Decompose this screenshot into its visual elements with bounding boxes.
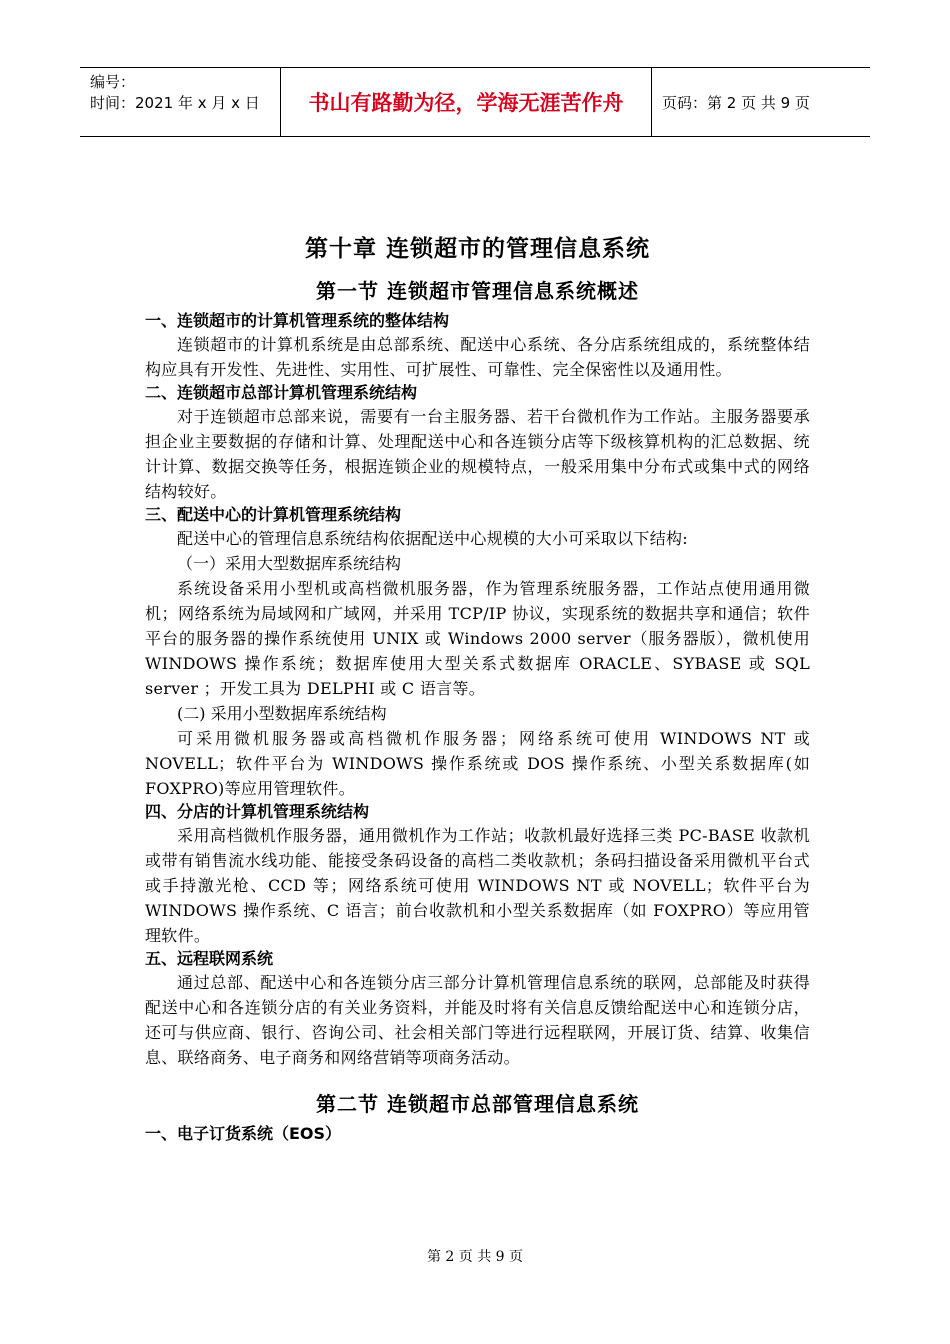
subsection-heading: 五、远程联网系统 [145,949,274,968]
section-title: 第二节 连锁超市总部管理信息系统 [316,1092,639,1116]
date-label: 时间：2021 年 x 月 x 日 [90,94,260,112]
subsection-heading: 三、配送中心的计算机管理系统结构 [145,505,402,524]
document-body [145,224,810,1145]
subsection-heading: 一、电子订货系统（EOS） [145,1124,342,1143]
header-meta [80,68,280,136]
page-footer: 第 2 页 共 9 页 [426,1249,524,1265]
sub-heading: （一）采用大型数据库系统结构 [177,554,402,573]
subsection-heading: 二、连锁超市总部计算机管理系统结构 [145,383,418,402]
paragraph: 可采用微机服务器或高档微机作服务器；网络系统可使用 WINDOWS NT 或 NOVELL；软件平台为 WINDOWS 操作系统或 DOS 操作系统、小型关系数据库(如 FOXPRO)等应用管理软件。 [145,729,810,798]
paragraph: 系统设备采用小型机或高档微机服务器，作为管理系统服务器，工作站点使用通用微机；网络系统为局域网和广域网，并采用 TCP/IP 协议，实现系统的数据共享和通信；软件平台的服务器的操作系统使用 UNIX 或 Windows 2000 server（服务器版），微机使用 WINDOWS 操作系统；数据库使用大型关系式数据库 ORACLE、SYBASE 或 SQL server ；开发工具为 DELPHI 或 C 语言等。 [145,579,810,698]
document-header [80,67,870,137]
chapter-title: 第十章 连锁超市的管理信息系统 [304,236,650,262]
sub-heading: (二) 采用小型数据库系统结构 [177,704,387,723]
paragraph: 通过总部、配送中心和各连锁分店三部分计算机管理信息系统的联网，总部能及时获得配送中心和各连锁分店的有关业务资料，并能及时将有关信息反馈给配送中心和连锁分店，还可与供应商、银行、咨询公司、社会相关部门等进行远程联网，开展订货、结算、收集信息、联络商务、电子商务和网络营销等项商务活动。 [145,973,810,1067]
paragraph: 对于连锁超市总部来说，需要有一台主服务器、若干台微机作为工作站。主服务器要承担企业主要数据的存储和计算、处理配送中心和各连锁分店等下级核算机构的汇总数据、统计计算、数据交换等任务，根据连锁企业的规模特点，一般采用集中分布式或集中式的网络结构较好。 [145,407,810,501]
paragraph: 采用高档微机作服务器，通用微机作为工作站；收款机最好选择三类 PC-BASE 收款机或带有销售流水线功能、能接受条码设备的高档二类收款机；条码扫描设备采用微机平台式或手持激光枪、CCD 等；网络系统可使用 WINDOWS NT 或 NOVELL；软件平台为 WINDOWS 操作系统、C 语言；前台收款机和小型关系数据库（如 FOXPRO）等应用管理软件。 [145,826,810,945]
subsection-heading: 一、连锁超市的计算机管理系统的整体结构 [145,311,450,330]
subsection-heading: 四、分店的计算机管理系统结构 [145,802,370,821]
section-title: 第一节 连锁超市管理信息系统概述 [316,279,639,303]
paragraph: 配送中心的管理信息系统结构依据配送中心规模的大小可采取以下结构: [177,529,688,548]
header-motto: 书山有路勤为径，学海无涯苦作舟 [280,68,652,136]
header-page-number: 页码：第 2 页 共 9 页 [662,93,810,112]
paragraph: 连锁超市的计算机系统是由总部系统、配送中心系统、各分店系统组成的，系统整体结构应具有开发性、先进性、实用性、可扩展性、可靠性、完全保密性以及通用性。 [145,335,810,379]
number-label: 编号： [90,73,136,91]
